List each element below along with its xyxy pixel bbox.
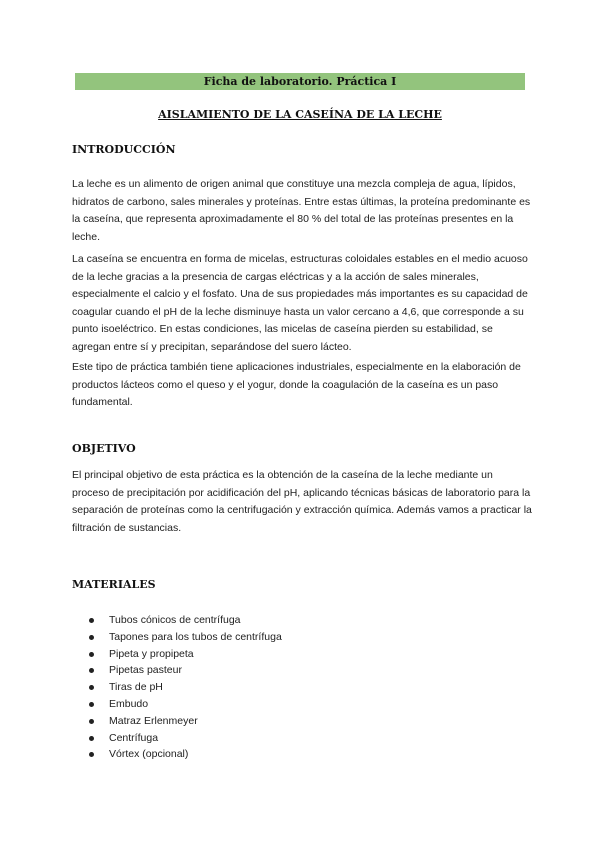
introduccion-paragraph-2: [72, 251, 532, 356]
bullet-icon: [89, 635, 94, 640]
list-item-label: Embudo: [109, 697, 149, 710]
materiales-heading: MATERIALES: [72, 578, 156, 591]
objetivo-heading: OBJETIVO: [72, 442, 136, 455]
list-item: [72, 713, 282, 730]
header-title: Ficha de laboratorio. Práctica I: [203, 75, 397, 88]
list-item-label: Tapones para los tubos de centrífuga: [109, 630, 282, 643]
paragraph-text: La caseína se encuentra en forma de micelas, estructuras coloidales estables en el medio acuoso de la leche gracias a la presencia de cargas eléctricas y a la acción de sales minerales, especialmente el calcio y el fosfato. Una de sus propiedades más importantes es su capacidad de coagular cuando el pH de la leche disminuye hasta un valor cercano a 4,6, que corresponde a su punto isoeléctrico. En estas condiciones, las micelas de caseína pierden su estabilidad, se agregan entre sí y precipitan, separándose del suero lácteo.: [72, 253, 528, 353]
bullet-icon: [89, 652, 94, 657]
paragraph-text: La leche es un alimento de origen animal que constituye una mezcla compleja de agua, lípidos, hidratos de carbono, sales minerales y proteínas. Entre estas últimas, la proteína predominante es la caseína, que representa aproximadamente el 80 % del total de las proteínas presentes en la leche.: [72, 178, 531, 243]
list-item: [72, 629, 282, 646]
list-item: [72, 679, 282, 696]
list-item: [72, 746, 282, 763]
list-item: [72, 696, 282, 713]
bullet-icon: [89, 702, 94, 707]
introduccion-paragraph-1: [72, 176, 532, 246]
introduccion-paragraph-3: [72, 359, 532, 412]
bullet-icon: [89, 668, 94, 673]
materials-list: [72, 612, 282, 763]
document-title: AISLAMIENTO DE LA CASEÍNA DE LA LECHE: [158, 108, 442, 121]
list-item-label: Pipeta y propipeta: [109, 647, 194, 660]
list-item-label: Tiras de pH: [109, 681, 163, 694]
list-item-label: Tubos cónicos de centrífuga: [109, 614, 241, 626]
bullet-icon: [89, 752, 94, 757]
paragraph-text: El principal objetivo de esta práctica es la obtención de la caseína de la leche mediante un proceso de precipitación por acidificación del pH, aplicando técnicas básicas de laboratorio para la separación de proteínas como la centrifugación y extracción química. Además vamos a practicar la filtración de sustancias.: [72, 469, 532, 534]
introduccion-heading: INTRODUCCIÓN: [72, 143, 176, 156]
list-item: [72, 612, 282, 629]
bullet-icon: [89, 736, 94, 741]
bullet-icon: [89, 618, 94, 623]
objetivo-paragraph: [72, 467, 532, 537]
bullet-icon: [89, 685, 94, 690]
list-item: [72, 730, 282, 747]
bullet-icon: [89, 719, 94, 724]
list-item: [72, 646, 282, 663]
list-item-label: Matraz Erlenmeyer: [109, 714, 198, 727]
list-item: [72, 662, 282, 679]
list-item-label: Vórtex (opcional): [109, 748, 189, 761]
list-item-label: Centrífuga: [109, 731, 159, 744]
list-item-label: Pipetas pasteur: [109, 664, 182, 677]
paragraph-text: Este tipo de práctica también tiene aplicaciones industriales, especialmente en la elaboración de productos lácteos como el queso y el yogur, donde la coagulación de la caseína es un paso fundamental.: [72, 361, 521, 408]
